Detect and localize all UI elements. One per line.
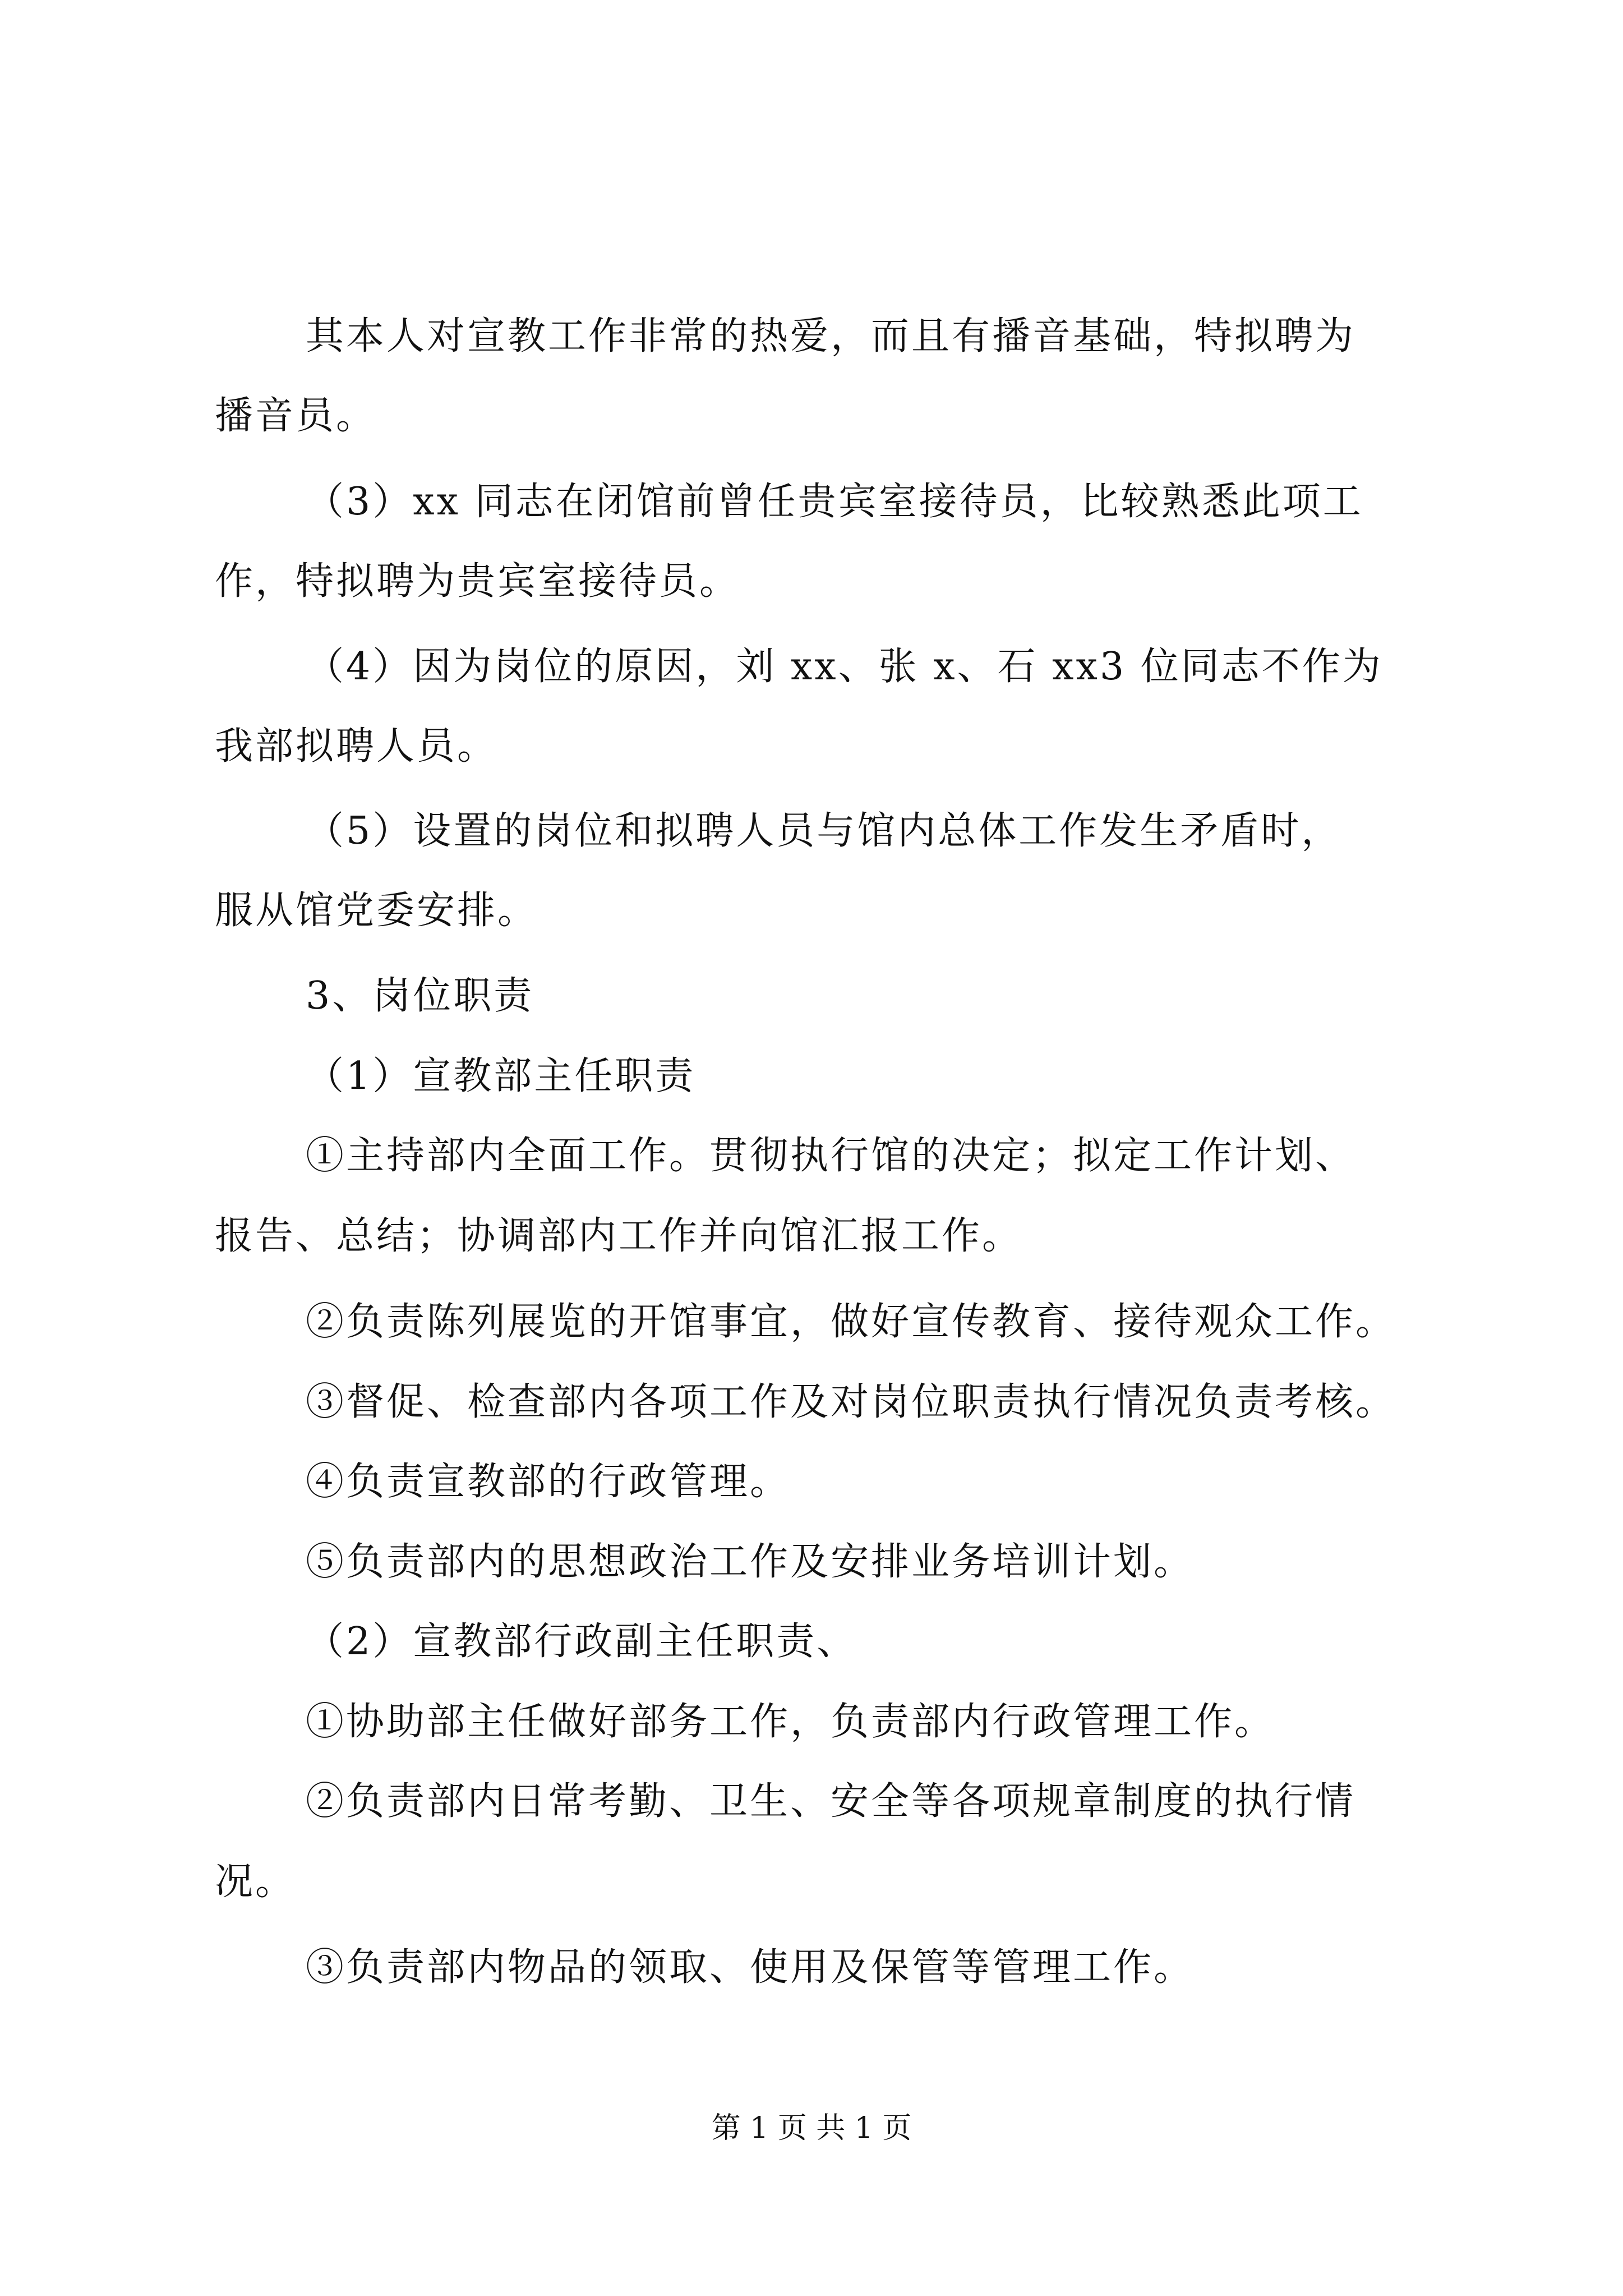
paragraph-line: 其本人对宣教工作非常的热爱，而且有播音基础，特拟聘为 — [306, 314, 1356, 358]
paragraph-line: （5）设置的岗位和拟聘人员与馆内总体工作发生矛盾时， — [306, 809, 1342, 853]
page-footer: 第 1 页 共 1 页 — [711, 2111, 912, 2145]
paragraph-line: ⑤负责部内的思想政治工作及安排业务培训计划。 — [306, 1540, 1195, 1584]
paragraph-line: ③负责部内物品的领取、使用及保管等管理工作。 — [306, 1945, 1195, 1990]
paragraph-line: （4）因为岗位的原因，刘 xx、张 x、石 xx3 位同志不作为 — [306, 645, 1383, 689]
paragraph-line: ②负责陈列展览的开馆事宜，做好宣传教育、接待观众工作。 — [306, 1300, 1396, 1344]
section-heading: 3、岗位职责 — [306, 974, 534, 1018]
paragraph-line: 报告、总结；协调部内工作并向馆汇报工作。 — [215, 1214, 1023, 1258]
paragraph-line: 作，特拟聘为贵宾室接待员。 — [215, 559, 740, 604]
paragraph-line: ③督促、检查部内各项工作及对岗位职责执行情况负责考核。 — [306, 1380, 1396, 1424]
paragraph-line: 播音员。 — [215, 394, 377, 438]
paragraph-line: 我部拟聘人员。 — [215, 724, 498, 769]
paragraph-line: ④负责宣教部的行政管理。 — [306, 1460, 791, 1504]
paragraph-line: 况。 — [215, 1860, 296, 1904]
paragraph-line: ①协助部主任做好部务工作，负责部内行政管理工作。 — [306, 1700, 1275, 1744]
subsection-heading: （1）宣教部主任职责 — [306, 1054, 696, 1098]
paragraph-line: （3）xx 同志在闭馆前曾任贵宾室接待员，比较熟悉此项工 — [306, 480, 1363, 524]
paragraph-line: ①主持部内全面工作。贯彻执行馆的决定；拟定工作计划、 — [306, 1134, 1356, 1178]
paragraph-line: 服从馆党委安排。 — [215, 889, 538, 933]
paragraph-line: ②负责部内日常考勤、卫生、安全等各项规章制度的执行情 — [306, 1779, 1356, 1824]
subsection-heading: （2）宣教部行政副主任职责、 — [306, 1619, 857, 1664]
